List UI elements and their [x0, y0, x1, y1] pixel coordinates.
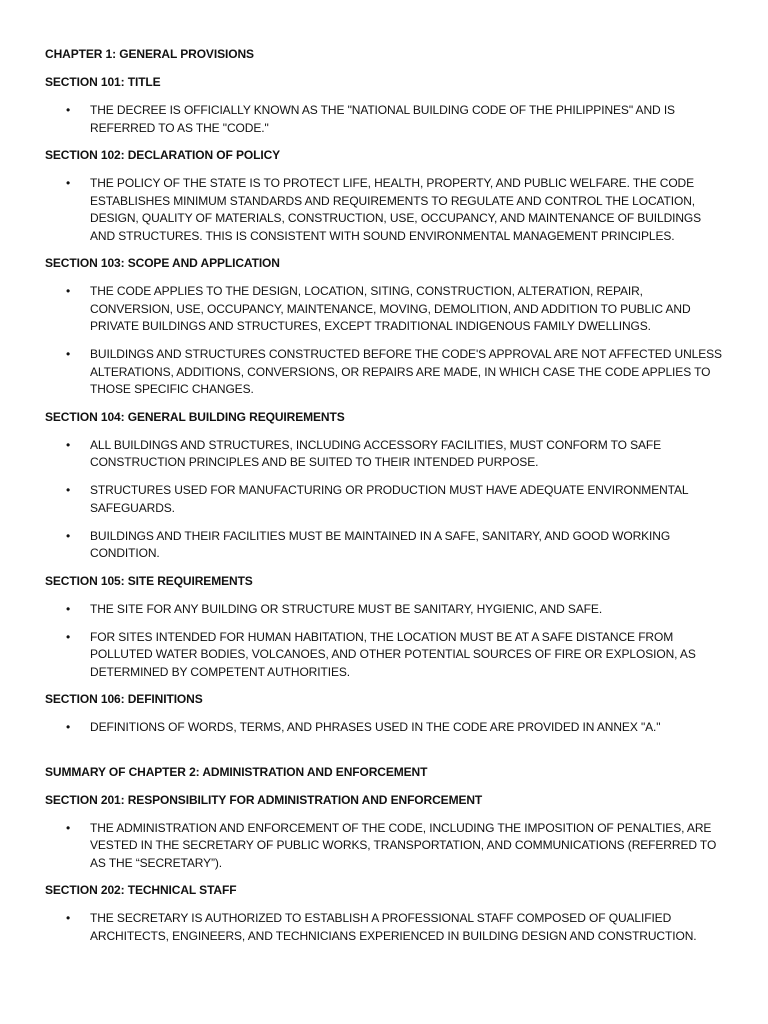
list-item: • STRUCTURES USED FOR MANUFACTURING OR PRODUCTION MUST HAVE ADEQUATE ENVIRONMENTAL SAFEGUARDS.: [66, 483, 689, 515]
bullet-icon: •: [66, 601, 71, 616]
bullet-icon: •: [66, 528, 71, 543]
list-item: • THE SITE FOR ANY BUILDING OR STRUCTURE MUST BE SANITARY, HYGIENIC, AND SAFE.: [45, 601, 728, 619]
section-105-heading: SECTION 105: SITE REQUIREMENTS: [45, 573, 253, 588]
section-102-heading: SECTION 102: DECLARATION OF POLICY: [45, 148, 281, 162]
section-106-list: [45, 719, 728, 737]
list-item: • THE POLICY OF THE STATE IS TO PROTECT LIFE, HEALTH, PROPERTY, AND PUBLIC WELFARE. THE CODE ESTABLISHES MINIMUM STANDARDS AND REQUIREMENTS TO REGULATE AND CONTROL THE LOCATION, DESIGN, QUALITY OF MATERIALS, CONSTRUCTION, USE, OCCUPANCY, AND MAINTENANCE OF BUILDINGS AND STRUCTURES. THIS IS CONSISTENT WITH SOUND ENVIRONMENTAL MANAGEMENT PRINCIPLES.: [66, 176, 702, 243]
bullet-icon: •: [66, 483, 71, 497]
section-104-heading: SECTION 104: GENERAL BUILDING REQUIREMENTS: [45, 409, 345, 424]
section-102-list: [45, 175, 728, 245]
chapter-1-heading: CHAPTER 1: GENERAL PROVISIONS: [45, 47, 254, 61]
section-201-list: [45, 820, 728, 873]
section-104-list: [45, 437, 728, 563]
list-item: • BUILDINGS AND THEIR FACILITIES MUST BE MAINTAINED IN A SAFE, SANITARY, AND GOOD WORKING CONDITION.: [66, 528, 671, 560]
section-106-heading: SECTION 106: DEFINITIONS: [45, 692, 203, 706]
bullet-icon: •: [66, 437, 71, 452]
list-item: • ALL BUILDINGS AND STRUCTURES, INCLUDING ACCESSORY FACILITIES, MUST CONFORM TO SAFE CONSTRUCTION PRINCIPLES AND BE SUITED TO THEIR INTENDED PURPOSE.: [66, 437, 662, 469]
bullet-icon: •: [66, 629, 71, 644]
bullet-icon: •: [66, 820, 71, 835]
section-202-list: [45, 910, 728, 945]
bullet-icon: •: [66, 911, 71, 925]
bullet-icon: •: [66, 284, 71, 298]
section-202-heading: SECTION 202: TECHNICAL STAFF: [45, 883, 237, 897]
chapter-2-summary-heading: SUMMARY OF CHAPTER 2: ADMINISTRATION AND ENFORCEMENT: [45, 764, 428, 779]
list-item: • THE ADMINISTRATION AND ENFORCEMENT OF THE CODE, INCLUDING THE IMPOSITION OF PENALTIES, ARE VESTED IN THE SECRETARY OF PUBLIC WORKS, TRANSPORTATION, AND COMMUNICATIONS (REFERRED TO AS THE “SECRETARY”).: [66, 820, 717, 870]
list-item: • THE SECRETARY IS AUTHORIZED TO ESTABLISH A PROFESSIONAL STAFF COMPOSED OF QUALIFIED ARCHITECTS, ENGINEERS, AND TECHNICIANS EXPERIENCED IN BUILDING DESIGN AND CONSTRUCTION.: [66, 911, 697, 943]
list-item: • DEFINITIONS OF WORDS, TERMS, AND PHRASES USED IN THE CODE ARE PROVIDED IN ANNEX "A.": [45, 719, 728, 737]
section-101-heading: SECTION 101: TITLE: [45, 75, 161, 89]
section-103-heading: SECTION 103: SCOPE AND APPLICATION: [45, 256, 280, 270]
bullet-icon: •: [66, 103, 71, 117]
list-item: • BUILDINGS AND STRUCTURES CONSTRUCTED BEFORE THE CODE'S APPROVAL ARE NOT AFFECTED UNLESS ALTERATIONS, ADDITIONS, CONVERSIONS, OR REPAIRS ARE MADE, IN WHICH CASE THE CODE APPLIES TO THOSE SPECIFIC CHANGES.: [66, 347, 722, 396]
list-item: • FOR SITES INTENDED FOR HUMAN HABITATION, THE LOCATION MUST BE AT A SAFE DISTANCE FROM POLLUTED WATER BODIES, VOLCANOES, AND OTHER POTENTIAL SOURCES OF FIRE OR EXPLOSION, AS DETERMINED BY COMPETENT AUTHORITIES.: [66, 629, 696, 679]
bullet-icon: •: [66, 176, 71, 190]
bullet-icon: •: [66, 720, 71, 734]
section-101-list: [45, 102, 728, 137]
section-105-list: [45, 601, 728, 682]
list-item: • THE DECREE IS OFFICIALLY KNOWN AS THE "NATIONAL BUILDING CODE OF THE PHILIPPINES" AND IS REFERRED TO AS THE "CODE.": [66, 103, 675, 135]
section-201-heading: SECTION 201: RESPONSIBILITY FOR ADMINISTRATION AND ENFORCEMENT: [45, 792, 483, 807]
bullet-icon: •: [66, 347, 71, 361]
section-103-list: [45, 283, 728, 399]
list-item: • THE CODE APPLIES TO THE DESIGN, LOCATION, SITING, CONSTRUCTION, ALTERATION, REPAIR, CONVERSION, USE, OCCUPANCY, MAINTENANCE, MOVING, DEMOLITION, AND ADDITION TO PUBLIC AND PRIVATE BUILDINGS AND STRUCTURES, EXCEPT TRADITIONAL INDIGENOUS FAMILY DWELLINGS.: [66, 284, 691, 333]
